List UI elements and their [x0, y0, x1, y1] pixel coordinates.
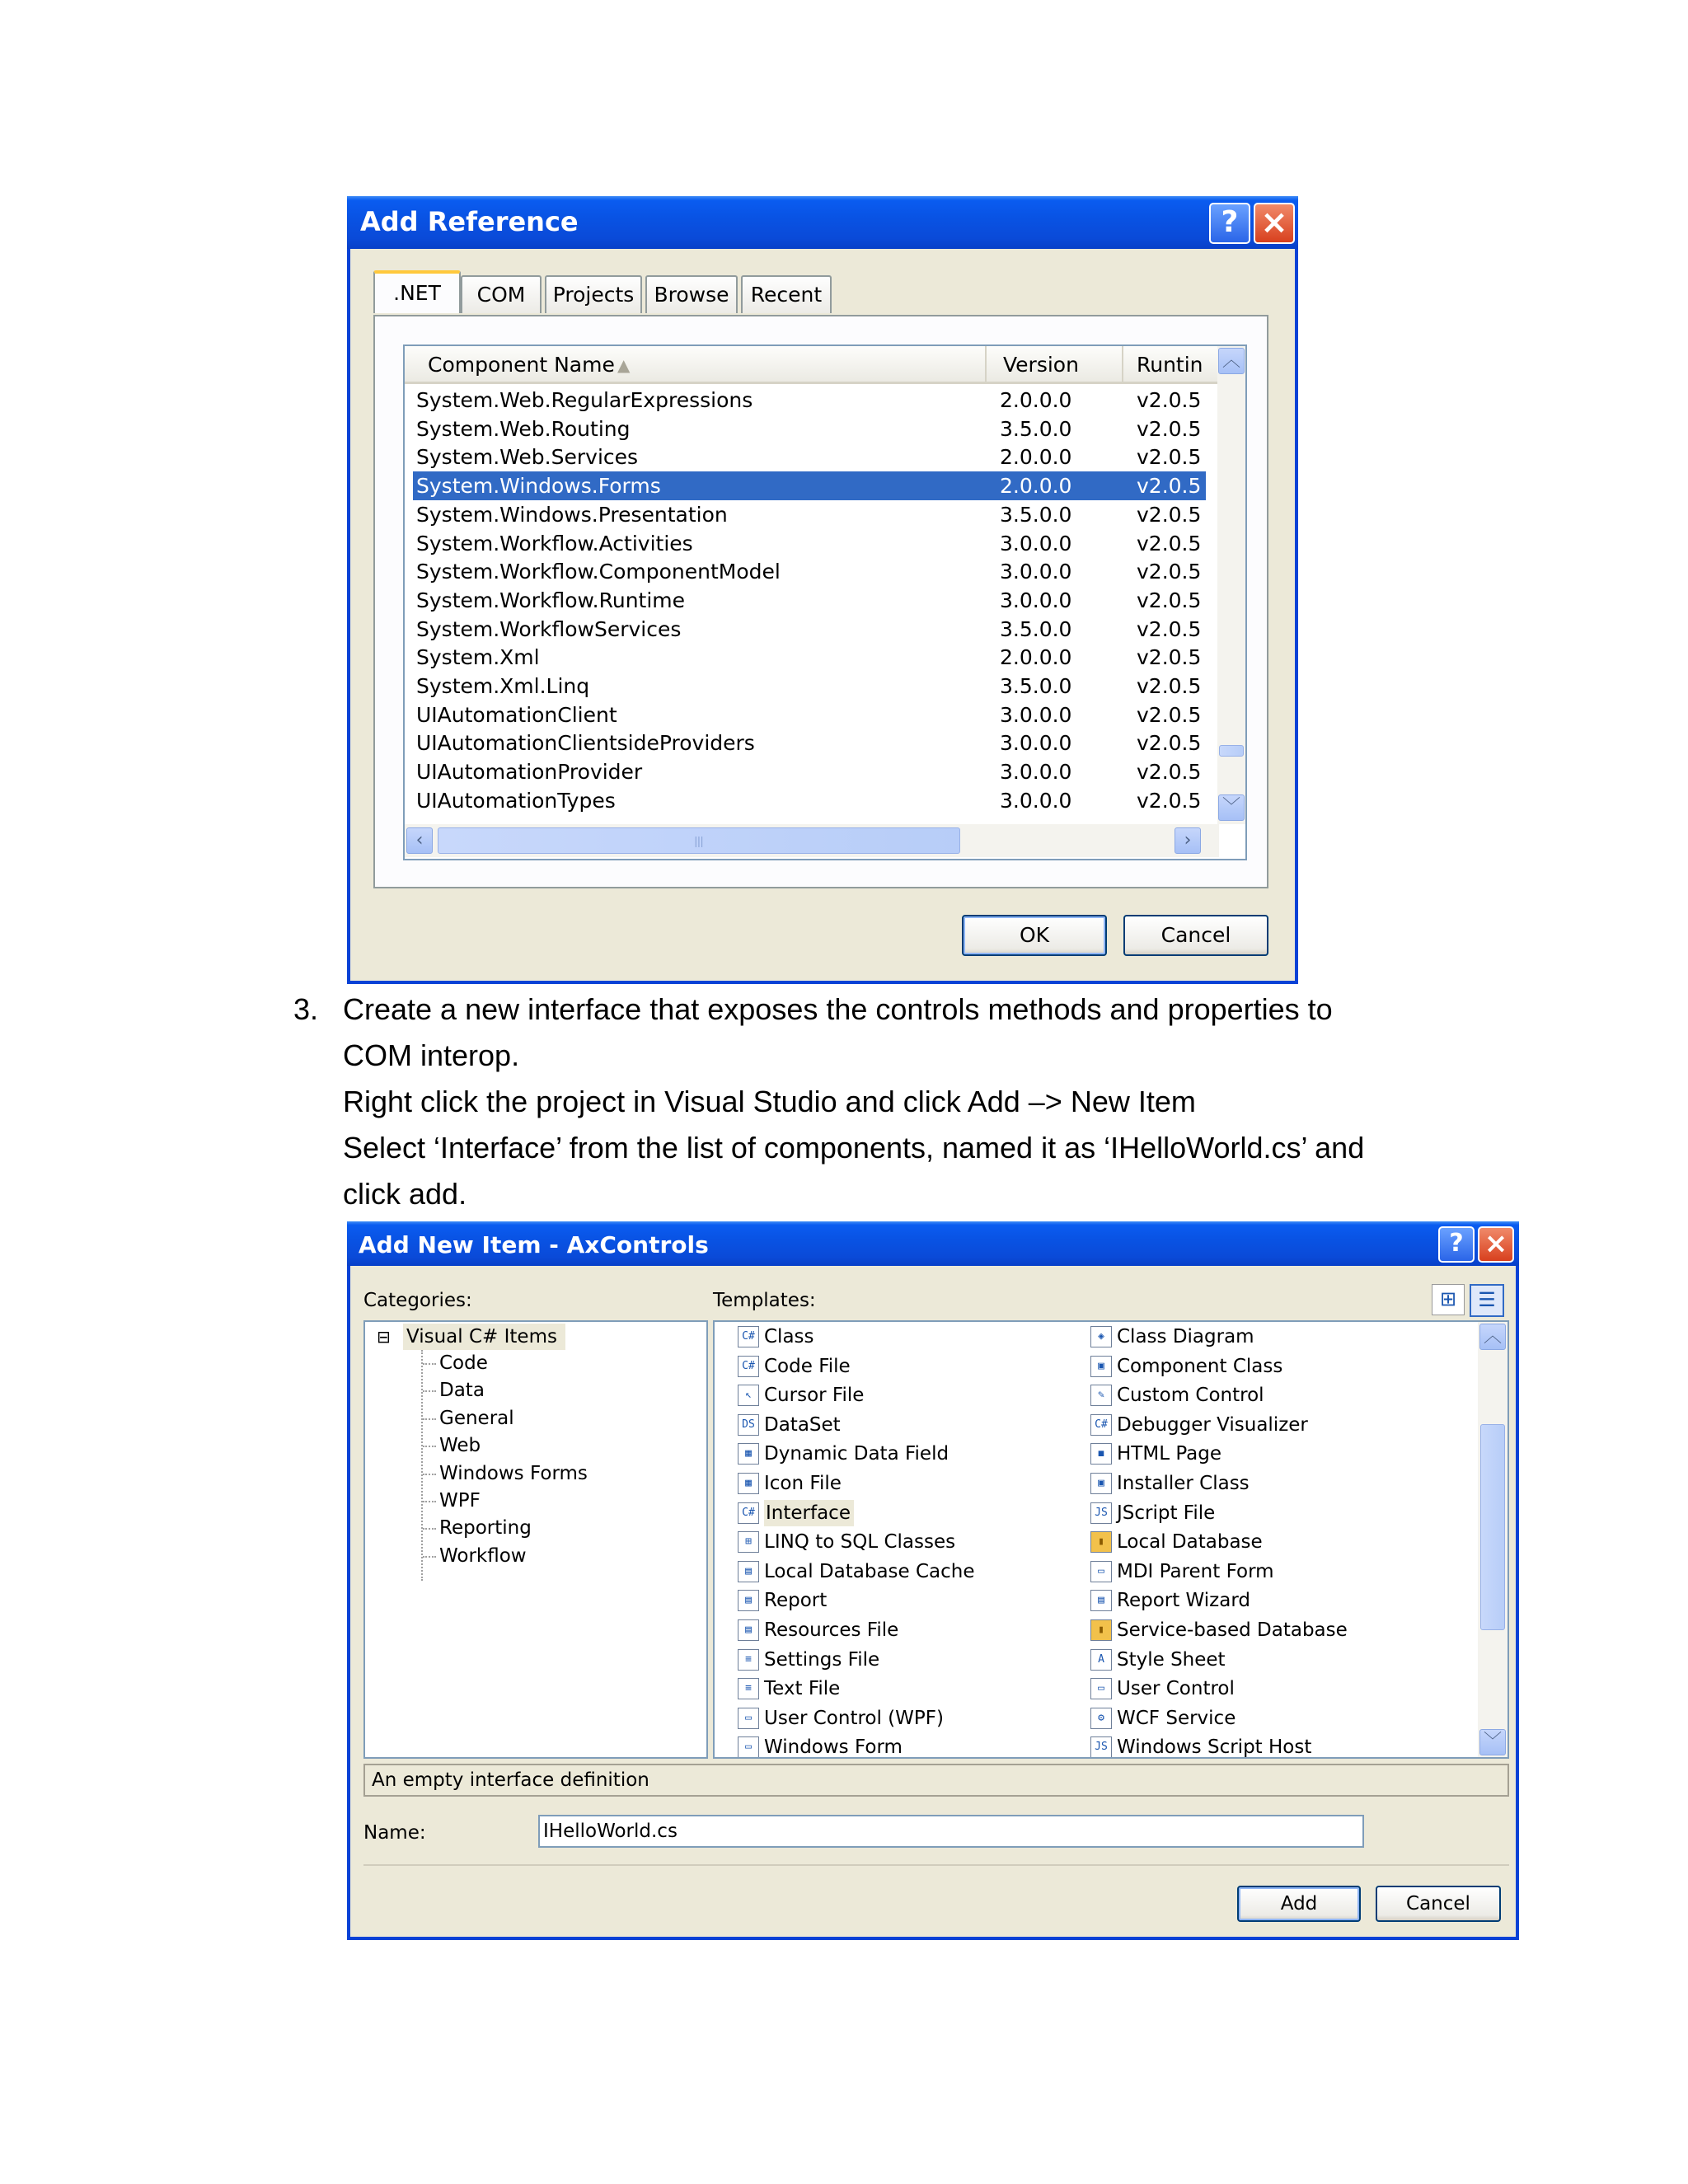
component-runtime-cell: v2.0.5	[1137, 616, 1202, 641]
add-reference-title: Add Reference	[360, 206, 579, 237]
template-item[interactable]	[734, 1675, 1064, 1702]
tree-item-general[interactable]: General	[439, 1407, 514, 1429]
template-label: User Control	[1117, 1678, 1235, 1700]
component-row[interactable]	[413, 386, 1206, 415]
templates-list[interactable]	[713, 1320, 1509, 1759]
user-control-icon: ▭	[1090, 1678, 1112, 1699]
tree-item-workflow[interactable]: Workflow	[439, 1544, 527, 1567]
component-version-cell: 3.0.0.0	[1000, 531, 1072, 555]
component-row[interactable]	[413, 443, 1206, 471]
tree-guide-branch	[423, 1528, 436, 1530]
template-item[interactable]	[1087, 1441, 1417, 1467]
reference-tabs	[373, 275, 1198, 316]
component-row[interactable]	[413, 500, 1206, 529]
component-row[interactable]	[413, 471, 1206, 500]
large-icons-view-button[interactable]	[1432, 1284, 1465, 1315]
categories-tree[interactable]	[363, 1320, 708, 1759]
component-name-cell: System.Workflow.ComponentModel	[416, 560, 781, 584]
vertical-scroll-thumb[interactable]	[1219, 745, 1244, 757]
mdi-form-icon: ▭	[1090, 1561, 1112, 1582]
templates-right-column	[1087, 1322, 1466, 1759]
component-runtime-cell: v2.0.5	[1137, 760, 1202, 785]
cursor-icon: ↖	[738, 1385, 759, 1406]
cancel-button[interactable]: Cancel	[1123, 915, 1268, 956]
form-icon: ▭	[738, 1736, 759, 1758]
templates-scrollbar[interactable]	[1478, 1322, 1507, 1757]
chevron-down-icon: ﹀	[1483, 1732, 1502, 1752]
tree-guide-branch	[423, 1446, 436, 1447]
template-label: Component Class	[1117, 1355, 1283, 1377]
templates-scroll-up[interactable]	[1479, 1324, 1506, 1350]
template-label: Debugger Visualizer	[1117, 1413, 1308, 1436]
component-name-cell: UIAutomationClientsideProviders	[416, 731, 755, 756]
tab-panel	[373, 315, 1268, 888]
template-description: An empty interface definition	[372, 1769, 649, 1791]
template-label: Icon File	[764, 1473, 842, 1494]
template-item[interactable]	[734, 1470, 1064, 1497]
chevron-left-icon: ‹	[415, 830, 424, 851]
ok-button[interactable]: OK	[962, 915, 1107, 956]
tree-children	[365, 1350, 695, 1597]
template-item[interactable]	[734, 1441, 1064, 1467]
icon-file-icon: ▦	[738, 1473, 759, 1494]
description-box	[363, 1764, 1509, 1797]
component-version-cell: 3.0.0.0	[1000, 560, 1072, 584]
component-name-cell: System.Workflow.Runtime	[416, 588, 686, 612]
horizontal-scrollbar[interactable]	[405, 824, 1219, 857]
database-cache-icon: ▤	[738, 1561, 759, 1582]
component-name-cell: System.Xml.Linq	[416, 674, 590, 698]
tree-guide-branch	[423, 1501, 436, 1502]
template-item[interactable]	[1087, 1500, 1417, 1526]
instruction-line-5: click add.	[343, 1177, 467, 1211]
component-version-cell: 3.0.0.0	[1000, 760, 1072, 785]
service-database-icon: ▮	[1090, 1619, 1112, 1641]
add-new-item-titlebar[interactable]	[347, 1221, 1519, 1266]
template-label: LINQ to SQL Classes	[764, 1531, 956, 1554]
scroll-down-button[interactable]	[1218, 794, 1245, 821]
component-name-cell: System.Windows.Forms	[416, 474, 661, 499]
cancel-button-2[interactable]: Cancel	[1376, 1886, 1501, 1922]
html-icon: ◼	[1090, 1443, 1112, 1465]
sort-ascending-icon: ▲	[617, 355, 631, 375]
categories-label: Categories:	[363, 1290, 472, 1311]
template-item[interactable]	[1087, 1734, 1417, 1759]
template-item[interactable]	[734, 1587, 1064, 1614]
component-version-cell: 3.5.0.0	[1000, 502, 1072, 527]
component-version-cell: 3.5.0.0	[1000, 416, 1072, 441]
template-label: Local Database	[1117, 1531, 1263, 1554]
component-row[interactable]	[413, 786, 1206, 813]
tree-guide-branch	[423, 1474, 436, 1475]
template-item[interactable]	[1087, 1617, 1417, 1643]
component-row[interactable]	[413, 529, 1206, 558]
style-sheet-icon: A	[1090, 1649, 1112, 1671]
list-view-icon: ☰	[1478, 1289, 1496, 1311]
template-label: Interface	[764, 1500, 854, 1526]
component-row[interactable]	[413, 615, 1206, 644]
templates-scroll-thumb[interactable]	[1480, 1424, 1505, 1630]
component-row[interactable]	[413, 415, 1206, 443]
column-header-name[interactable]: Component Name ▲	[405, 346, 987, 384]
tree-guide-branch	[423, 1390, 436, 1392]
template-label: Code File	[764, 1355, 851, 1377]
tab-recent[interactable]: Recent	[741, 275, 832, 313]
local-database-icon: ▮	[1090, 1531, 1112, 1553]
template-item[interactable]	[734, 1617, 1064, 1643]
template-label: Local Database Cache	[764, 1560, 975, 1582]
template-item[interactable]	[1087, 1705, 1417, 1732]
templates-left-column	[734, 1322, 1081, 1759]
interface-icon: C#	[738, 1502, 759, 1524]
template-label: Text File	[764, 1678, 841, 1700]
name-label: Name:	[363, 1822, 426, 1844]
template-item[interactable]	[1087, 1529, 1417, 1555]
jscript-icon: JS	[1090, 1502, 1112, 1524]
template-item[interactable]	[734, 1734, 1064, 1759]
name-input[interactable]	[538, 1815, 1364, 1848]
component-runtime-cell: v2.0.5	[1137, 388, 1202, 412]
template-item[interactable]	[734, 1353, 1064, 1380]
component-name-cell: System.Windows.Presentation	[416, 502, 728, 527]
component-row[interactable]	[413, 557, 1206, 586]
tree-item-code[interactable]: Code	[439, 1352, 488, 1374]
add-new-item-title: Add New Item - AxControls	[359, 1231, 709, 1258]
template-label: Windows Form	[764, 1736, 903, 1759]
component-runtime-cell: v2.0.5	[1137, 560, 1202, 584]
dynamic-data-icon: ▦	[738, 1443, 759, 1465]
templates-label: Templates:	[713, 1290, 816, 1311]
template-label: Report	[764, 1590, 828, 1612]
template-label: Class Diagram	[1117, 1326, 1254, 1347]
installer-icon: ▣	[1090, 1473, 1112, 1494]
component-row[interactable]	[413, 586, 1206, 615]
component-name-cell: System.Web.Routing	[416, 416, 631, 441]
component-name-cell: UIAutomationClient	[416, 702, 617, 727]
component-runtime-cell: v2.0.5	[1137, 731, 1202, 756]
template-label: Service-based Database	[1117, 1619, 1348, 1641]
footer-divider	[363, 1864, 1509, 1866]
template-item[interactable]	[1087, 1587, 1417, 1614]
template-label: JScript File	[1117, 1502, 1216, 1524]
component-name-cell: UIAutomationTypes	[416, 788, 616, 813]
template-label: Resources File	[764, 1619, 899, 1641]
template-label: Cursor File	[764, 1385, 865, 1407]
component-rows	[405, 384, 1216, 813]
instruction-line-1: Create a new interface that exposes the controls methods and properties to	[343, 992, 1333, 1026]
dataset-icon: DS	[738, 1414, 759, 1436]
horizontal-scroll-thumb[interactable]: |||	[438, 827, 960, 854]
scroll-right-button[interactable]	[1175, 827, 1201, 854]
tree-item-wpf[interactable]: WPF	[439, 1490, 481, 1511]
template-item[interactable]	[734, 1705, 1064, 1732]
close-icon: ×	[1260, 204, 1288, 241]
template-label: Windows Script Host	[1117, 1736, 1312, 1759]
class-icon: C#	[738, 1326, 759, 1347]
component-version-cell: 3.0.0.0	[1000, 588, 1072, 612]
help-icon: ?	[1449, 1229, 1464, 1258]
tab-net[interactable]: .NET	[373, 270, 461, 313]
component-row[interactable]	[413, 672, 1206, 701]
template-item[interactable]	[1087, 1382, 1417, 1408]
template-item[interactable]	[734, 1412, 1064, 1438]
chevron-right-icon: ›	[1184, 830, 1192, 851]
template-item[interactable]	[734, 1500, 1064, 1526]
template-item[interactable]	[1087, 1675, 1417, 1702]
add-new-item-dialog	[347, 1221, 1519, 1940]
component-version-cell: 3.0.0.0	[1000, 731, 1072, 756]
component-runtime-cell: v2.0.5	[1137, 702, 1202, 727]
tree-item-windows-forms[interactable]: Windows Forms	[439, 1462, 588, 1484]
chevron-up-icon: ︿	[1483, 1326, 1502, 1347]
tab-com[interactable]: COM	[461, 275, 542, 313]
template-label: Report Wizard	[1117, 1590, 1250, 1612]
component-runtime-cell: v2.0.5	[1137, 474, 1202, 499]
template-item[interactable]	[734, 1529, 1064, 1555]
tree-guide-branch	[423, 1556, 436, 1558]
add-button[interactable]: Add	[1237, 1886, 1361, 1922]
template-label: HTML Page	[1117, 1443, 1221, 1465]
user-control-icon: ▭	[738, 1708, 759, 1729]
component-name-cell: System.Xml	[416, 645, 540, 670]
vertical-scrollbar[interactable]	[1217, 346, 1245, 824]
component-runtime-cell: v2.0.5	[1137, 445, 1202, 470]
component-version-cell: 2.0.0.0	[1000, 474, 1072, 499]
component-name-cell: System.Workflow.Activities	[416, 531, 693, 555]
component-runtime-cell: v2.0.5	[1137, 531, 1202, 555]
component-version-cell: 3.5.0.0	[1000, 674, 1072, 698]
code-file-icon: C#	[738, 1356, 759, 1377]
component-list[interactable]	[403, 344, 1247, 860]
component-version-cell: 2.0.0.0	[1000, 388, 1072, 412]
component-row[interactable]	[413, 757, 1206, 786]
component-runtime-cell: v2.0.5	[1137, 645, 1202, 670]
component-name-cell: System.Web.RegularExpressions	[416, 388, 753, 412]
component-name-cell: UIAutomationProvider	[416, 760, 643, 785]
template-item[interactable]	[1087, 1353, 1417, 1380]
instruction-line-2: COM interop.	[343, 1038, 520, 1072]
tree-expander-icon[interactable]: ⊟	[377, 1327, 391, 1347]
tree-item-data[interactable]: Data	[439, 1380, 485, 1402]
component-version-cell: 3.5.0.0	[1000, 616, 1072, 641]
component-name-cell: System.WorkflowServices	[416, 616, 682, 641]
close-button-2[interactable]	[1478, 1226, 1514, 1263]
template-item[interactable]	[734, 1558, 1064, 1585]
debugger-icon: C#	[1090, 1414, 1112, 1436]
class-diagram-icon: ◈	[1090, 1326, 1112, 1347]
template-label: Style Sheet	[1117, 1648, 1226, 1671]
tree-item-visual-csharp[interactable]: Visual C# Items	[403, 1324, 565, 1350]
column-header-runtime[interactable]: Runtin	[1123, 346, 1222, 384]
component-name-cell: System.Web.Services	[416, 445, 639, 470]
step-number: 3.	[293, 992, 319, 1026]
add-reference-dialog	[347, 196, 1298, 984]
large-icons-icon: ⊞	[1439, 1288, 1457, 1310]
component-row[interactable]	[413, 729, 1206, 757]
help-button[interactable]	[1209, 203, 1250, 244]
template-label: User Control (WPF)	[764, 1707, 944, 1729]
tree-item-web[interactable]: Web	[439, 1435, 481, 1457]
close-icon: ×	[1484, 1227, 1508, 1260]
template-label: DataSet	[764, 1413, 841, 1436]
column-header-version[interactable]: Version	[987, 346, 1123, 384]
wcf-icon: ⚙	[1090, 1708, 1112, 1729]
template-item[interactable]	[734, 1382, 1064, 1408]
help-button-2[interactable]	[1438, 1226, 1475, 1263]
component-row[interactable]	[413, 701, 1206, 729]
text-file-icon: ≡	[738, 1678, 759, 1699]
instruction-line-4: Select ‘Interface’ from the list of components, named it as ‘IHelloWorld.cs’ and	[343, 1131, 1365, 1165]
chevron-down-icon: ﹀	[1221, 797, 1240, 818]
small-icons-view-button[interactable]	[1470, 1284, 1504, 1317]
template-item[interactable]	[1087, 1324, 1417, 1350]
settings-icon: ≡	[738, 1649, 759, 1671]
component-runtime-cell: v2.0.5	[1137, 416, 1202, 441]
close-button[interactable]	[1254, 203, 1295, 244]
template-label: MDI Parent Form	[1117, 1560, 1274, 1582]
component-runtime-cell: v2.0.5	[1137, 502, 1202, 527]
tree-guide-branch	[423, 1363, 436, 1365]
template-item[interactable]	[1087, 1647, 1417, 1673]
component-version-cell: 2.0.0.0	[1000, 445, 1072, 470]
chevron-up-icon: ︿	[1221, 350, 1240, 371]
template-item[interactable]	[734, 1324, 1064, 1350]
tab-browse[interactable]: Browse	[645, 275, 738, 313]
template-label: Custom Control	[1117, 1385, 1264, 1407]
templates-scroll-down[interactable]	[1479, 1729, 1506, 1755]
template-item[interactable]	[1087, 1412, 1417, 1438]
custom-control-icon: ✎	[1090, 1385, 1112, 1406]
template-item[interactable]	[1087, 1558, 1417, 1585]
linq-icon: ⊞	[738, 1531, 759, 1553]
script-host-icon: JS	[1090, 1736, 1112, 1758]
template-item[interactable]	[1087, 1470, 1417, 1497]
template-label: WCF Service	[1117, 1707, 1236, 1729]
template-label: Dynamic Data Field	[764, 1443, 950, 1465]
tree-item-reporting[interactable]: Reporting	[439, 1517, 532, 1540]
scroll-up-button[interactable]	[1218, 348, 1245, 374]
instruction-line-3: Right click the project in Visual Studio and click Add –> New Item	[343, 1085, 1196, 1118]
report-wizard-icon: ▤	[1090, 1590, 1112, 1611]
add-reference-titlebar[interactable]	[347, 196, 1298, 249]
component-version-cell: 3.0.0.0	[1000, 702, 1072, 727]
tab-projects[interactable]: Projects	[545, 275, 642, 313]
component-runtime-cell: v2.0.5	[1137, 588, 1202, 612]
scroll-left-button[interactable]	[406, 827, 433, 854]
component-version-cell: 2.0.0.0	[1000, 645, 1072, 670]
resources-icon: ▤	[738, 1619, 759, 1641]
help-icon: ?	[1221, 205, 1239, 239]
component-runtime-cell: v2.0.5	[1137, 788, 1202, 813]
template-label: Class	[764, 1326, 814, 1347]
report-icon: ▤	[738, 1590, 759, 1611]
template-label: Settings File	[764, 1648, 880, 1671]
component-icon: ▣	[1090, 1356, 1112, 1377]
tree-guide-branch	[423, 1418, 436, 1420]
template-label: Installer Class	[1117, 1473, 1250, 1494]
template-item[interactable]	[734, 1647, 1064, 1673]
name-input-value: IHelloWorld.cs	[543, 1821, 678, 1842]
component-row[interactable]	[413, 643, 1206, 672]
component-runtime-cell: v2.0.5	[1137, 674, 1202, 698]
component-version-cell: 3.0.0.0	[1000, 788, 1072, 813]
